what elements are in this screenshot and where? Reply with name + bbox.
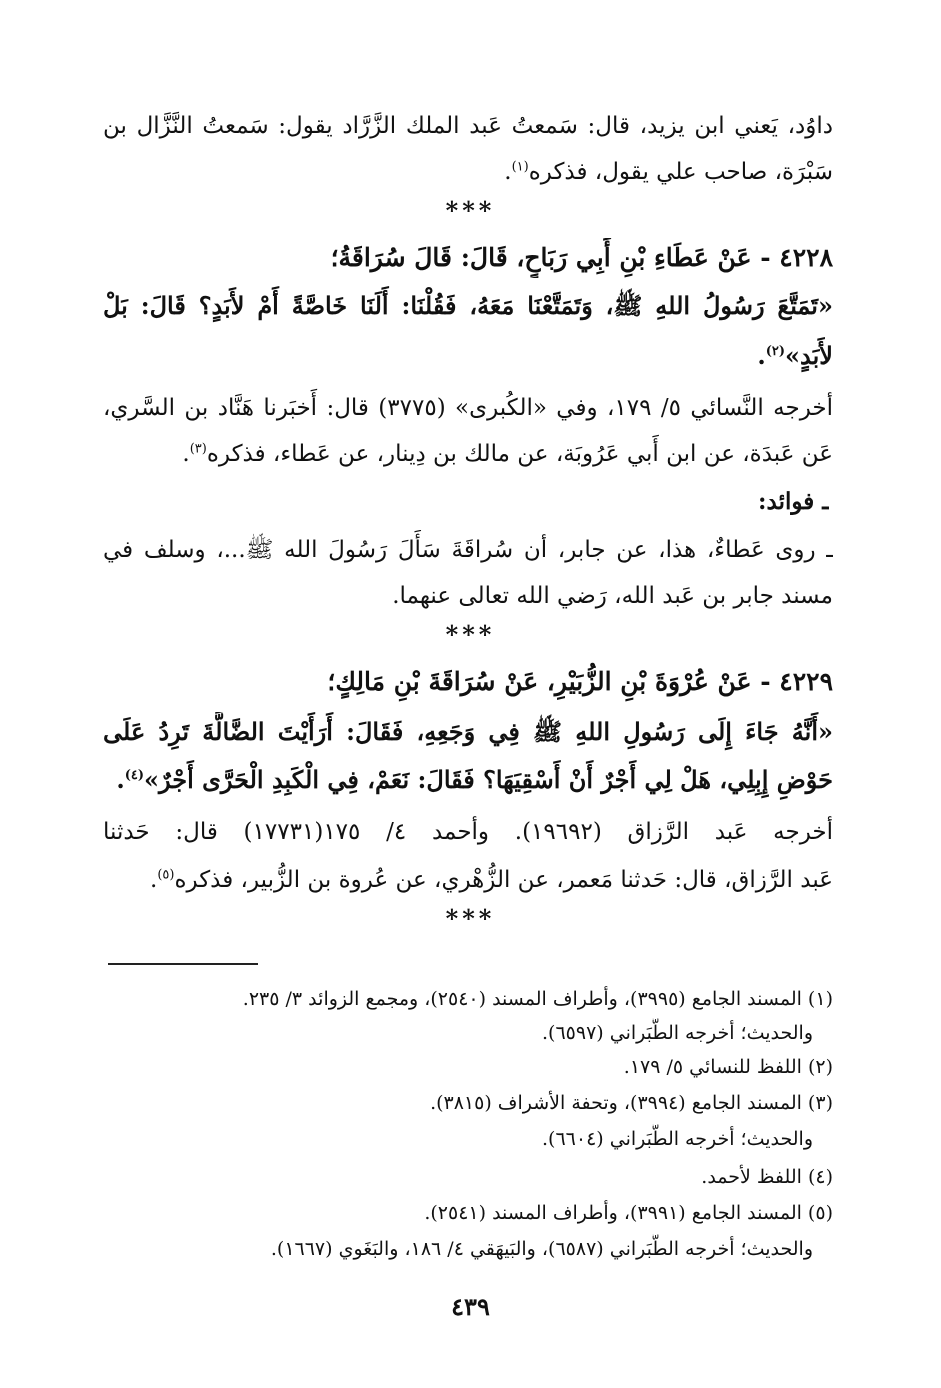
takhrij-4229-line-1: أخرجه عَبد الرَّزاق (١٩٦٩٢). وأحمد ٤/ ١٧٥(١٧٧٣١) قال: حَدثنا (103, 819, 833, 845)
takhrij-4228-line-2: عَن عَبدَة، عن ابن أَبي عَرُوبَة، عن مالك بن دِينار، عن عَطاء، فذكره$^{(٣)}$. (182, 441, 833, 467)
footnote-5: (٥) المسند الجامع (٣٩٩١)، وأطراف المسند (٢٥٤١). (424, 1202, 833, 1224)
takhrij-4229-line-2-text: عَبد الرَّزاق، قال: حَدثنا مَعمر، عن الزُّهْري، عن عُروة بن الزُّبير، فذكره (174, 867, 833, 893)
footnote-ref-2: (٢) (765, 344, 786, 359)
fawaid-line-2: مسند جابر بن عَبد الله، رَضي الله تعالى عنهما. (392, 583, 833, 609)
fawaid-line-1: ـ روى عَطاءٌ، هذا، عن جابر، أن سُراقَةَ سَأَلَ رَسُولَ الله ﷺ...، وسلف في (103, 537, 833, 563)
hadith-4229-line-1: «أَنَّهُ جَاءَ إِلَى رَسُولِ اللهِ ﷺ فِي وَجَعِهِ، فَقَالَ: أَرَأَيْتَ الضَّالَّةَ تَرِدُ عَلَى (103, 717, 833, 746)
footnote-3-continuation: والحديث؛ أخرجه الطَّبَراني (٦٦٠٤). (542, 1128, 813, 1150)
hadith-4229-line-2-text: حَوْضِ إِبِلِي، هَلْ لِي أَجْرٌ أَنْ أَسْقِيَهَا؟ فَقَالَ: نَعَمْ، فِي الْكَبِدِ الْحَرَّى أَجْرٌ» (143, 765, 833, 794)
section-separator-3: *** (445, 904, 496, 933)
footnote-5-continuation: والحديث؛ أخرجه الطَّبَراني (٦٥٨٧)، والبَيهَقي ٤/ ١٨٦، والبَغَوي (١٦٦٧). (270, 1238, 813, 1260)
footnote-1-continuation: والحديث؛ أخرجه الطَّبَراني (٦٥٩٧). (542, 1022, 813, 1044)
footnote-4: (٤) اللفظ لأحمد. (701, 1166, 833, 1188)
hadith-4228-line-2-text: لأَبَدٍ» (785, 341, 833, 370)
fawaid-heading: ـ فوائد: (758, 488, 829, 515)
intro-line-2: سَبْرَة، صاحب علي يقول، فذكره$^{(١)}$. (504, 159, 833, 185)
footnote-ref-3: (٣) (189, 441, 207, 457)
hadith-4229-line-2: حَوْضِ إِبِلِي، هَلْ لِي أَجْرٌ أَنْ أَسْقِيَهَا؟ فَقَالَ: نَعَمْ، فِي الْكَبِدِ الْحَرَّى أَجْرٌ»$^{(٤)}$. (116, 765, 833, 794)
section-separator-1: *** (445, 196, 496, 225)
footnote-ref-4: (٤) (124, 768, 144, 783)
footnote-2: (٢) اللفظ للنسائي ٥/ ١٧٩. (623, 1056, 833, 1078)
hadith-4228-line-2: لأَبَدٍ»$^{(٢)}$. (757, 341, 833, 370)
takhrij-4229-line-2: عَبد الرَّزاق، قال: حَدثنا مَعمر، عن الزُّهْري، عن عُروة بن الزُّبير، فذكره$^{(٥)}$. (150, 867, 833, 893)
section-separator-2: *** (445, 620, 496, 649)
intro-line-1: داوُد، يَعني ابن يزيد، قال: سَمعتُ عَبد الملك الزَّرَّاد يقول: سَمعتُ النَّزَّال بن (103, 113, 833, 139)
footnote-3: (٣) المسند الجامع (٣٩٩٤)، وتحفة الأشراف (٣٨١٥). (430, 1092, 833, 1114)
footnote-ref-1: (١) (511, 159, 529, 175)
footnote-divider (108, 963, 258, 965)
footnote-ref-5: (٥) (157, 867, 175, 883)
hadith-4228-heading: ٤٢٢٨ - عَنْ عَطَاءِ بْنِ أَبِي رَبَاحٍ، قَالَ: قَالَ سُرَاقَةُ؛ (330, 243, 833, 272)
hadith-4229-heading: ٤٢٢٩ - عَنْ عُرْوَةَ بْنِ الزُّبَيْرِ، عَنْ سُرَاقَةَ بْنِ مَالِكٍ؛ (327, 667, 833, 696)
intro-line-2-text: سَبْرَة، صاحب علي يقول، فذكره (528, 159, 833, 185)
takhrij-4228-line-2-text: عَن عَبدَة، عن ابن أَبي عَرُوبَة، عن مالك بن دِينار، عن عَطاء، فذكره (206, 441, 833, 467)
page-number: ٤٣٩ (451, 1292, 490, 1321)
takhrij-4228-line-1: أخرجه النَّسائي ٥/ ١٧٩، وفي «الكُبرى» (٣٧٧٥) قال: أَخبَرنا هَنَّاد بن السَّري، (103, 395, 833, 421)
footnote-1: (١) المسند الجامع (٣٩٩٥)، وأطراف المسند (٢٥٤٠)، ومجمع الزوائد ٣/ ٢٣٥. (242, 988, 833, 1010)
hadith-4228-line-1: «تَمَتَّعَ رَسُولُ اللهِ ﷺ، وَتَمَتَّعْنَا مَعَهُ، فَقُلْنَا: أَلَنَا خَاصَّةً أَمْ لأَبَدٍ؟ قَالَ: بَلْ (103, 291, 833, 320)
